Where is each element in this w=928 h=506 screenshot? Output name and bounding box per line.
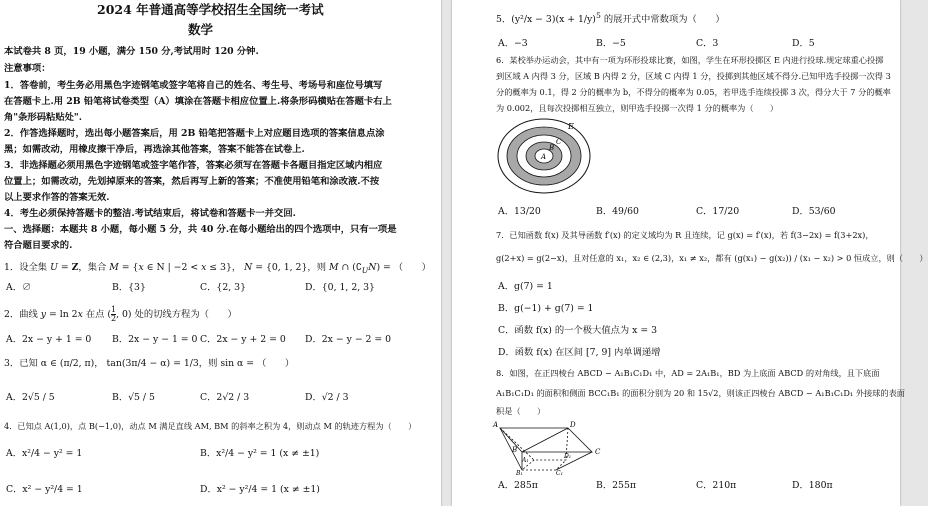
figure-label-d: D — [570, 421, 576, 429]
question-6-line: 到区域 A 内得 3 分，区域 B 内得 2 分，区域 C 内得 1 分，投掷到其他区域不得分.已知甲选手投掷一次得 3 — [496, 71, 891, 81]
option-c[interactable]: C．17/20 — [696, 206, 740, 217]
figure-label-b: B — [512, 446, 518, 454]
figure-label-b1: B₁ — [516, 470, 523, 477]
option-b[interactable]: B．g(−1) + g(7) = 1 — [498, 303, 594, 314]
frustum-figure — [492, 418, 612, 476]
option-c[interactable]: C．2x − y + 2 = 0 — [200, 334, 286, 345]
option-b[interactable]: B．2x − y − 1 = 0 — [112, 334, 198, 345]
option-d[interactable]: D．x² − y²/4 = 1 (x ≠ ±1) — [200, 484, 320, 495]
option-a[interactable]: A．−3 — [498, 38, 528, 49]
question-1-stem: 1．设全集 U = Z，集合 M = {x ∈ N | −2 < x ≤ 3}， N = {0, 1, 2}，则 M ∩ $(∁_UN)$ = （ ） — [4, 262, 431, 275]
figure-label-c: C — [556, 138, 562, 146]
option-d[interactable]: D．√2 / 3 — [305, 392, 349, 403]
option-d[interactable]: D．2x − y − 2 = 0 — [305, 334, 392, 345]
exam-info: 本试卷共 8 页，19 小题，满分 150 分,考试用时 120 分钟. — [4, 46, 259, 57]
option-a[interactable]: A．∅ — [6, 282, 32, 293]
subject-heading: 数学 — [188, 22, 214, 37]
note-line: 3．非选择题必须用黑色字迹钢笔或签字笔作答，答案必须写在答题卡各题目指定区域内相应 — [4, 160, 383, 171]
figure-label-c1: C₁ — [556, 470, 563, 477]
option-c[interactable]: C．函数 f(x) 的一个极大值点为 x = 3 — [498, 325, 658, 336]
note-line: 以上要求作答的答案无效. — [4, 192, 110, 203]
option-b[interactable]: B．255π — [596, 480, 636, 491]
question-2-stem: 2．曲线 y = ln 2x 在点 ( $\frac{1}{2}$ , 0) 处的切线方程为（ ） — [4, 305, 237, 323]
figure-label-a: A — [541, 153, 547, 161]
option-d[interactable]: D．180π — [792, 480, 833, 491]
question-6-line: 分的概率为 0.1，得 2 分的概率为 b，不得分的概率为 0.05，若甲选手连续投掷 3 次，得分大于 7 分的概率 — [496, 87, 891, 97]
figure-label-b: B — [549, 144, 555, 152]
question-7-line: 7．已知函数 f(x) 及其导函数 f′(x) 的定义域均为 R 且连续，记 g(x) = f′(x)，若 f(3−2x) = f(3+2x)， — [496, 230, 874, 240]
exam-page-left — [0, 0, 441, 506]
note-line: 1．答卷前，考生务必用黑色字迹钢笔或签字笔将自己的姓名、考生号、考场号和座位号填写 — [4, 80, 383, 91]
question-8-line: A₁B₁C₁D₁ 的面积和侧面 BCC₁B₁ 的面积分别为 20 和 15√2，则该正四棱台 ABCD − A₁B₁C₁D₁ 外接球的表面 — [496, 388, 905, 398]
option-a[interactable]: A．x²/4 − y² = 1 — [6, 448, 83, 459]
option-b[interactable]: B．−5 — [596, 38, 626, 49]
option-d[interactable]: D．函数 f(x) 在区间 [7, 9] 内单调递增 — [498, 347, 661, 358]
section-heading: 一、选择题：本题共 8 小题，每小题 5 分，共 40 分.在每小题给出的四个选项中，只有一项是 — [4, 224, 397, 235]
option-d[interactable]: D．{0, 1, 2, 3} — [305, 282, 375, 293]
option-c[interactable]: C．210π — [696, 480, 737, 491]
notice-heading: 注意事项： — [4, 63, 51, 74]
figure-label-a: A — [493, 421, 499, 429]
figure-label-c: C — [595, 448, 601, 456]
option-a[interactable]: A．285π — [498, 480, 538, 491]
option-c[interactable]: C．x² − y²/4 = 1 — [6, 484, 83, 495]
note-line: 黑；如需改动，用橡皮擦干净后，再选涂其他答案，答案不能答在试卷上. — [4, 144, 305, 155]
note-line: 位置上；如需改动，先划掉原来的答案，然后再写上新的答案；不准使用铅笔和涂改液.不按 — [4, 176, 380, 187]
note-line: 4．考生必须保持答题卡的整洁.考试结束后，将试卷和答题卡一并交回. — [4, 208, 296, 219]
question-3-stem: 3．已知 α ∈ (π/2, π)， tan(3π/4 − α) = 1/3，则 sin α = （ ） — [4, 358, 295, 369]
figure-label-a1: A₁ — [522, 457, 529, 464]
exam-page-right — [452, 0, 928, 506]
question-5-stem: 5．$(y^2/x - 3)(x + 1/y)^5$ 的展开式中常数项为（ ） — [496, 11, 725, 26]
question-6-line: 为 0.002，且每次投掷相互独立，则甲选手投掷一次得 1 分的概率为（ ） — [496, 103, 779, 113]
option-a[interactable]: A．2x − y + 1 = 0 — [6, 334, 92, 345]
section-heading: 符合题目要求的. — [4, 240, 73, 251]
option-b[interactable]: B．√5 / 5 — [112, 392, 155, 403]
question-8-line: 8．如图，在正四棱台 ABCD − A₁B₁C₁D₁ 中，AD = 2A₁B₁，BD 为上底面 ABCD 的对角线，且下底面 — [496, 368, 880, 378]
question-7-line: g(2+x) = g(2−x)，且对任意的 x₁，x₂ ∈ (2,3)，x₁ ≠ x₂，都有 (g(x₁) − g(x₂)) / (x₁ − x₂) > 0 恒成立，则（ ） — [496, 253, 928, 263]
option-b[interactable]: B．x²/4 − y² = 1 (x ≠ ±1) — [200, 448, 320, 459]
figure-label-e: E — [568, 122, 574, 131]
question-8-line: 积是（ ） — [496, 406, 546, 416]
option-d[interactable]: D．5 — [792, 38, 815, 49]
figure-label-d1: D₁ — [564, 453, 572, 460]
target-rings-figure — [496, 116, 596, 196]
option-b[interactable]: B．49/60 — [596, 206, 639, 217]
option-c[interactable]: C．{2, 3} — [200, 282, 246, 293]
question-6-line: 6．某校举办运动会，其中有一项为环形投球比赛，如图，学生在环形投掷区 E 内进行投球.规定球重心投掷 — [496, 55, 884, 65]
option-a[interactable]: A．2√5 / 5 — [6, 392, 55, 403]
option-c[interactable]: C．3 — [696, 38, 719, 49]
note-line: 2．作答选择题时，选出每小题答案后，用 2B 铅笔把答题卡上对应题目选项的答案信息点涂 — [4, 128, 385, 139]
note-line: 角"条形码粘贴处". — [4, 112, 83, 123]
note-line: 在答题卡上.用 2B 铅笔将试卷类型（A）填涂在答题卡相应位置上.将条形码横贴在答题卡右上 — [4, 96, 392, 107]
option-d[interactable]: D．53/60 — [792, 206, 836, 217]
option-c[interactable]: C．2√2 / 3 — [200, 392, 250, 403]
exam-title: 2024 年普通高等学校招生全国统一考试 — [97, 2, 324, 17]
option-a[interactable]: A．13/20 — [498, 206, 541, 217]
question-4-stem: 4．已知点 A(1,0)，点 B(−1,0)，动点 M 满足直线 AM, BM 的斜率之积为 4，则动点 M 的轨迹方程为（ ） — [4, 421, 417, 431]
option-a[interactable]: A．g(7) = 1 — [498, 281, 553, 292]
option-b[interactable]: B．{3} — [112, 282, 146, 293]
